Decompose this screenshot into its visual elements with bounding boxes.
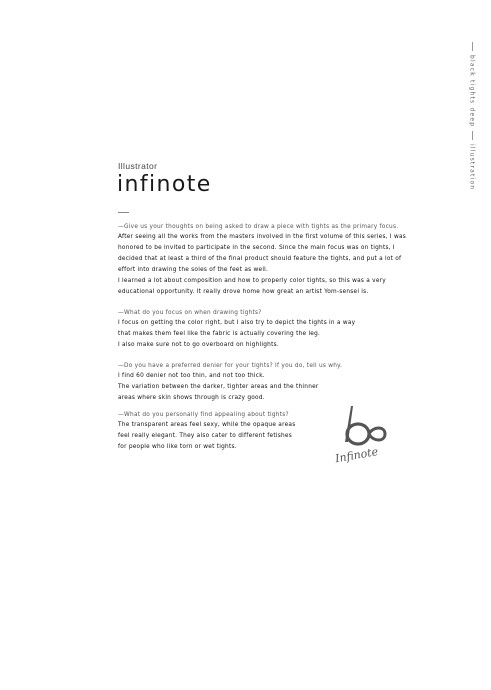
- answer-line: I also make sure not to go overboard on highlights.: [118, 342, 279, 348]
- answer-line: effort into drawing the soles of the feet as well.: [118, 267, 269, 273]
- side-tab: [467, 38, 477, 198]
- infinote-logo: [325, 398, 395, 468]
- qa-block-4: [118, 411, 308, 453]
- side-tab-series-label: black tights deep: [468, 55, 476, 128]
- logo-loop-left: [347, 424, 369, 444]
- answer-text: [118, 420, 308, 453]
- question-text: —What do you focus on when drawing tights?: [118, 310, 262, 316]
- qa-block-2: [118, 309, 378, 351]
- question-text: —What do you personally find appealing about tights?: [118, 412, 289, 418]
- answer-line: for people who like torn or wet tights.: [118, 444, 237, 450]
- artist-name: infinote: [117, 172, 212, 197]
- answer-line: The transparent areas feel sexy, while the opaque areas: [118, 422, 296, 428]
- answer-line: I find 60 denier not too thin, and not too thick.: [118, 373, 265, 379]
- header-divider: [118, 212, 129, 213]
- answer-line: educational opportunity. It really drove home how great an artist Yom-sensei is.: [118, 289, 369, 295]
- question-text: —Do you have a preferred denier for your tights? If you do, tell us why.: [118, 363, 343, 369]
- side-tab-divider: [472, 42, 473, 51]
- answer-line: After seeing all the works from the masters involved in the first volume of this series, I was: [118, 234, 407, 240]
- answer-line: that makes them feel like the fabric is actually covering the leg.: [118, 331, 321, 337]
- answer-line: I learned a lot about composition and how to properly color tights, so this was a very: [118, 278, 386, 284]
- answer-text: [118, 371, 318, 404]
- qa-block-3: [118, 362, 343, 404]
- answer-line: areas where skin shows through is crazy good.: [118, 395, 265, 401]
- answer-text: [118, 318, 378, 351]
- side-tab-divider: [472, 131, 473, 140]
- answer-text: [118, 232, 438, 298]
- logo-signature: Infinote: [334, 445, 380, 466]
- answer-line: decided that at least a third of the final product should feature the tights, and put a lot of: [118, 256, 402, 262]
- answer-line: I focus on getting the color right, but I also try to depict the tights in a way: [118, 320, 356, 326]
- qa-block-1: [118, 223, 438, 298]
- logo-infinity: [369, 428, 385, 440]
- question-text: —Give us your thoughts on being asked to draw a piece with tights as the primary focus.: [118, 224, 399, 230]
- answer-line: feel really elegant. They also cater to different fetishes: [118, 433, 293, 439]
- answer-line: The variation between the darker, tighter areas and the thinner: [118, 384, 319, 390]
- answer-line: honored to be invited to participate in the second. Since the main focus was on tights, I: [118, 245, 395, 251]
- side-tab-section-label: illustration: [468, 144, 476, 191]
- artist-role: Illustrator: [118, 161, 158, 171]
